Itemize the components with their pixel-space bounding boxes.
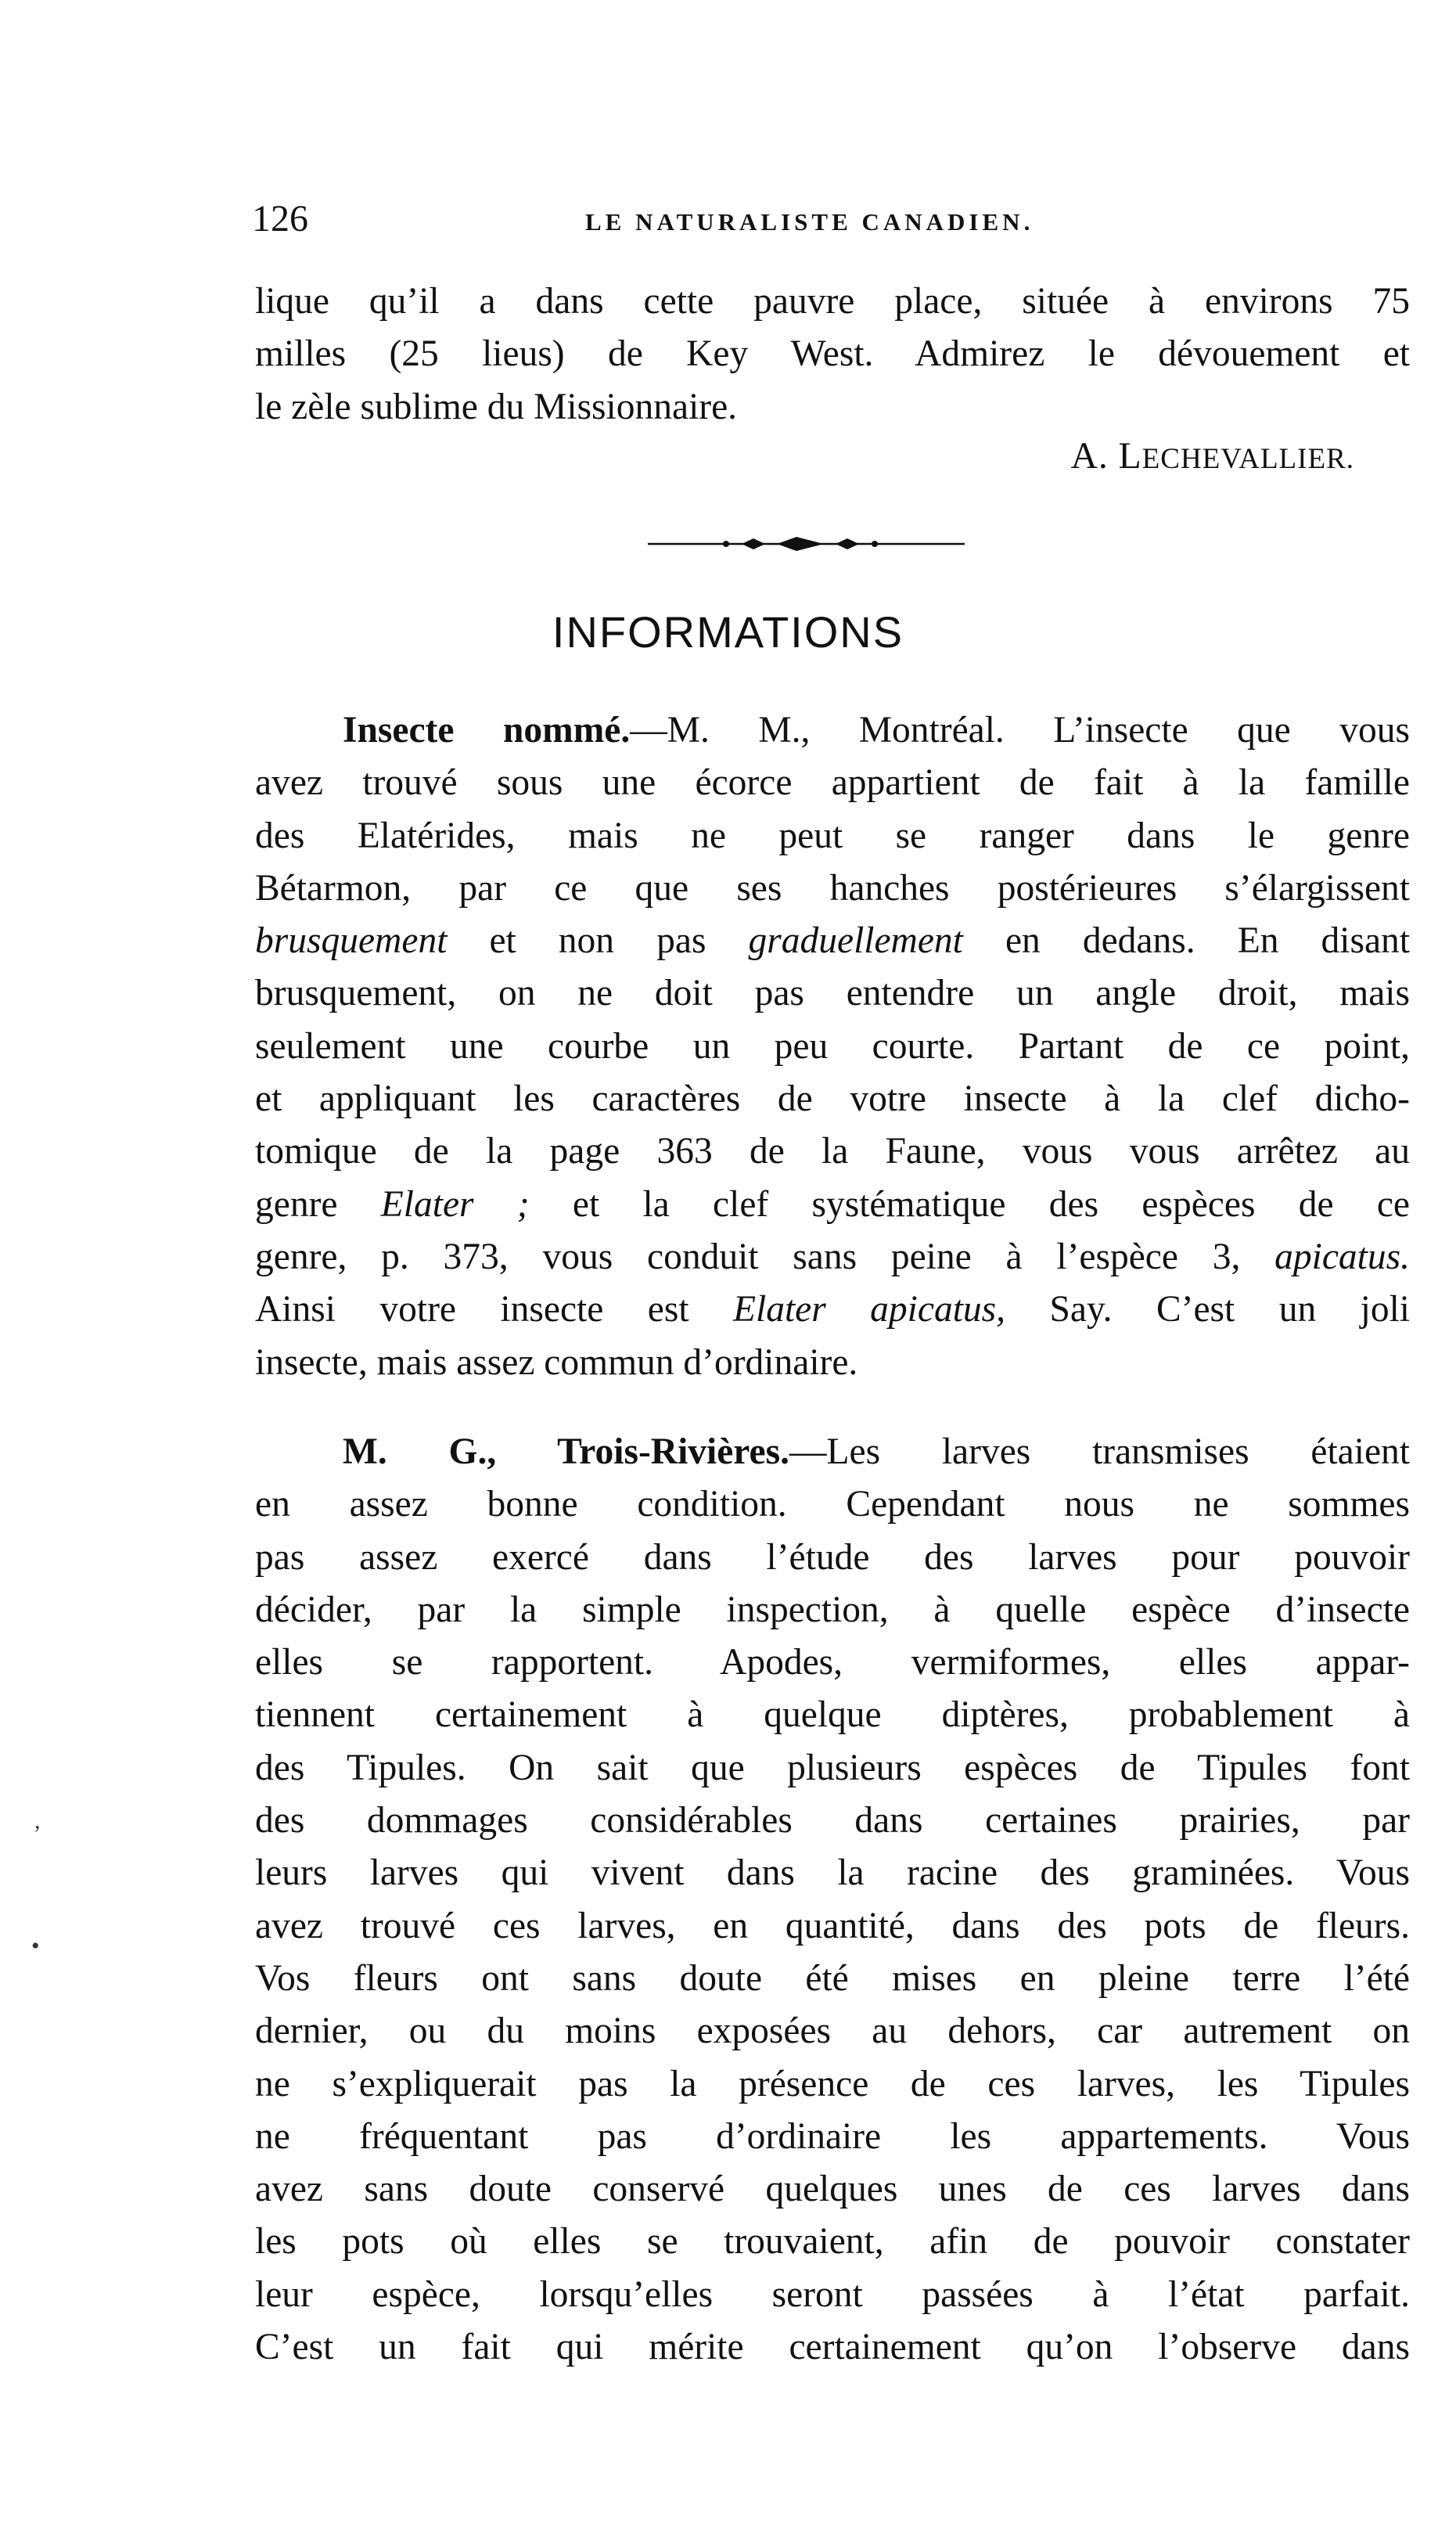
text-line: avez trouvé ces larves, en quantité, dans des pots de fleurs.	[255, 1905, 1410, 1946]
running-title: LE NATURALISTE CANADIEN.	[585, 208, 1034, 236]
text-line: leur espèce, lorsqu’elles seront passées à l’état parfait.	[255, 2273, 1410, 2315]
text-line: elles se rapportent. Apodes, vermiformes, elles appar-	[255, 1642, 1410, 1683]
text-line: tomique de la page 363 de la Faune, vous vous arrêtez au	[255, 1131, 1410, 1172]
text-line: Vos fleurs ont sans doute été mises en pleine terre l’été	[255, 1957, 1410, 1999]
text-line: insecte, mais assez commun d’ordinaire.	[255, 1341, 858, 1383]
text-line: genre, p. 373, vous conduit sans peine à l’espèce 3, apicatus.	[255, 1236, 1410, 1277]
text-line: milles (25 lieus) de Key West. Admirez le dévouement et	[255, 333, 1410, 375]
signature	[1071, 435, 1354, 477]
text-line: lique qu’il a dans cette pauvre place, située à environs 75	[255, 281, 1410, 322]
text-line: pas assez exercé dans l’étude des larves pour pouvoir	[255, 1536, 1410, 1578]
signature-rest: ECHEVALLIER.	[1141, 443, 1354, 475]
margin-mark: •	[31, 1933, 40, 1959]
signature-initial: A. L	[1070, 436, 1142, 477]
text-line: des Tipules. On sait que plusieurs espèces de Tipules font	[255, 1747, 1410, 1788]
text-line: dernier, ou du moins exposées au dehors, car autrement on	[255, 2011, 1410, 2052]
text-line: des dommages considérables dans certaines prairies, par	[255, 1800, 1410, 1841]
text-line: en assez bonne condition. Cependant nous ne sommes	[255, 1484, 1410, 1525]
section-title: INFORMATIONS	[552, 607, 904, 657]
text-line: leurs larves qui vivent dans la racine des graminées. Vous	[255, 1852, 1410, 1894]
page-header	[252, 197, 1410, 244]
text-line: avez sans doute conservé quelques unes de ces larves dans	[255, 2169, 1410, 2210]
text-line: des Elatérides, mais ne peut se ranger dans le genre	[255, 815, 1410, 856]
paragraph-trois-rivieres	[255, 1426, 1410, 2374]
paragraph-lead: Insecte nommé.	[343, 710, 631, 751]
text-line: décider, par la simple inspection, à quelle espèce d’insecte	[255, 1589, 1410, 1630]
text-line: brusquement et non pas graduellement en dedans. En disant	[255, 920, 1410, 962]
text-line: genre Elater ; et la clef systématique des espèces de ce	[255, 1183, 1410, 1225]
text-line: avez trouvé sous une écorce appartient de fait à la famille	[255, 762, 1410, 804]
ornament-divider	[648, 532, 969, 556]
text-line: tiennent certainement à quelque diptères, probablement à	[255, 1694, 1410, 1736]
paragraph-lead: M. G., Trois-Rivières.	[343, 1431, 789, 1472]
intro-paragraph	[255, 275, 1410, 434]
margin-mark: ,	[34, 1808, 41, 1834]
text-line: M. G., Trois-Rivières.—Les larves transmises étaient	[343, 1431, 1410, 1472]
text-line: Insecte nommé.—M. M., Montréal. L’insecte que vous	[343, 710, 1410, 751]
text-line: brusquement, on ne doit pas entendre un angle droit, mais	[255, 973, 1410, 1014]
text-line: C’est un fait qui mérite certainement qu’on l’observe dans	[255, 2327, 1410, 2368]
text-line: Ainsi votre insecte est Elater apicatus, Say. C’est un joli	[255, 1289, 1410, 1330]
page-number: 126	[252, 198, 308, 239]
paragraph-insecte-nomme	[255, 704, 1410, 1389]
text-line: ne s’expliquerait pas la présence de ces larves, les Tipules	[255, 2063, 1410, 2104]
text-line: les pots où elles se trouvaient, afin de pouvoir constater	[255, 2221, 1410, 2263]
text-line: ne fréquentant pas d’ordinaire les appartements. Vous	[255, 2115, 1410, 2157]
text-line: seulement une courbe un peu courte. Partant de ce point,	[255, 1025, 1410, 1067]
text-line: et appliquant les caractères de votre insecte à la clef dicho-	[255, 1078, 1410, 1120]
text-line: Bétarmon, par ce que ses hanches postérieures s’élargissent	[255, 867, 1410, 909]
text-line: le zèle sublime du Missionnaire.	[255, 386, 738, 427]
